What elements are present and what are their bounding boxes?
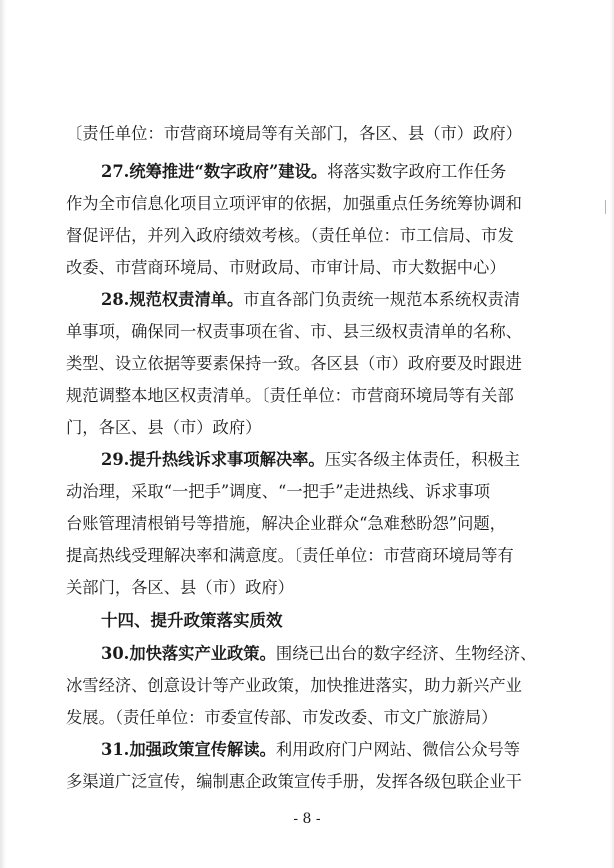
item-31-line: 31.加强政策宣传解读。利用政府门户网站、微信公众号等: [101, 740, 521, 759]
scan-edge-mark: [605, 200, 612, 214]
item-27-line: 27.统筹推进“数字政府”建设。将落实数字政府工作任务: [101, 162, 507, 181]
text-line: 类型、设立依据等要素保持一致。各区县（市）政府要及时跟进: [66, 354, 522, 373]
text-line: 改委、市营商环境局、市财政局、市审计局、市大数据中心）: [66, 258, 506, 277]
text-line: 关部门，各区、县（市）政府）: [66, 578, 294, 597]
item-28-title: 28.规范权责清单。: [101, 290, 244, 309]
section-heading: 十四、提升政策落实质效: [101, 611, 283, 630]
text-line: 发展。（责任单位：市委宣传部、市发改委、市文广旅游局）: [66, 708, 498, 727]
text-line: 作为全市信息化项目立项评审的依据，加强重点任务统筹协调和: [66, 194, 522, 213]
text-line: 单事项，确保同一权责事项在省、市、县三级权责清单的名称、: [66, 322, 522, 341]
scan-edge-right: [610, 0, 614, 868]
item-31-title: 31.加强政策宣传解读。: [101, 740, 276, 759]
text-line: 冰雪经济、创意设计等产业政策，加快推进落实，助力新兴产业: [66, 676, 522, 695]
text-line: 门，各区、县（市）政府）: [66, 418, 262, 437]
item-28-line: 28.规范权责清单。市直各部门负责统一规范本系统权责清: [101, 290, 521, 309]
item-30-line: 30.加快落实产业政策。围绕已出台的数字经济、生物经济、: [101, 644, 537, 663]
text-line: 动治理，采取“一把手”调度、“一把手”走进热线、诉求事项: [66, 482, 491, 501]
text-line: 规范调整本地区权责清单。〔责任单位：市营商环境局等有关部: [66, 386, 514, 405]
scan-edge-left: [0, 0, 6, 868]
text-line: 台账管理清根销号等措施，解决企业群众“急难愁盼怨”问题，: [66, 514, 506, 533]
text-line: 多渠道广泛宣传，编制惠企政策宣传手册，发挥各级包联企业干: [66, 772, 522, 791]
text-line: 提高热线受理解决率和满意度。〔责任单位：市营商环境局等有: [66, 546, 514, 565]
item-29-title: 29.提升热线诉求事项解决率。: [101, 450, 325, 469]
text-line: 〔责任单位：市营商环境局等有关部门，各区、县（市）政府）: [66, 124, 522, 143]
item-30-title: 30.加快落实产业政策。: [101, 644, 276, 663]
item-27-title: 27.统筹推进“数字政府”建设。: [101, 162, 328, 181]
page-number: - 8 -: [293, 811, 321, 827]
item-29-line: 29.提升热线诉求事项解决率。压实各级主体责任，积极主: [101, 450, 521, 469]
text-line: 督促评估，并列入政府绩效考核。（责任单位：市工信局、市发: [66, 226, 514, 245]
